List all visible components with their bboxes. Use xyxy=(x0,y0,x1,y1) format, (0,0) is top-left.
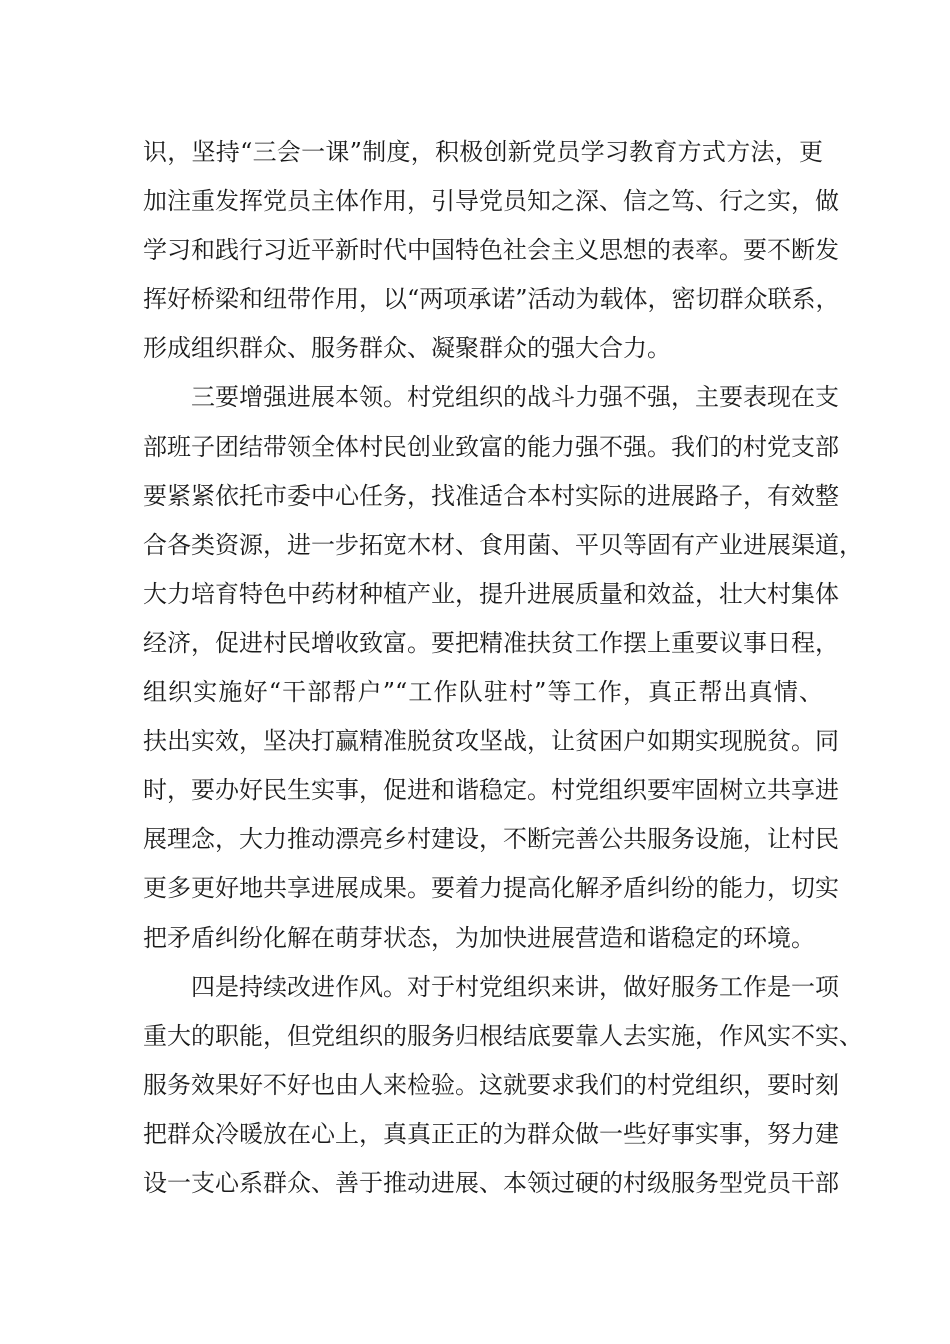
text-line: 大力培育特色中药材种植产业，提升进展质量和效益，壮大村集体 xyxy=(143,579,839,608)
text-line: 经济，促进村民增收致富。要把精准扶贫工作摆上重要议事日程， xyxy=(143,628,839,657)
text-line: 时，要办好民生实事，促进和谐稳定。村党组织要牢固树立共享进 xyxy=(143,776,839,805)
text-line: 合各类资源，进一步拓宽木材、食用菌、平贝等固有产业进展渠道， xyxy=(143,530,863,559)
text-line: 形成组织群众、服务群众、凝聚群众的强大合力。 xyxy=(143,334,671,363)
text-line: 识，坚持“三会一课”制度，积极创新党员学习教育方式方法，更 xyxy=(143,138,823,166)
text-line: 更多更好地共享进展成果。要着力提高化解矛盾纠纷的能力，切实 xyxy=(143,874,839,903)
text-line: 部班子团结带领全体村民创业致富的能力强不强。我们的村党支部 xyxy=(143,432,839,461)
text-line: 挥好桥梁和纽带作用，以“两项承诺”活动为载体，密切群众联系， xyxy=(143,285,840,314)
text-line: 重大的职能，但党组织的服务归根结底要靠人去实施，作风实不实、 xyxy=(143,1021,863,1050)
paragraph-3 xyxy=(143,963,863,1208)
text-line: 加注重发挥党员主体作用，引导党员知之深、信之笃、行之实，做 xyxy=(143,187,839,216)
paragraph-1 xyxy=(143,128,840,373)
text-line: 服务效果好不好也由人来检验。这就要求我们的村党组织，要时刻 xyxy=(143,1070,839,1099)
text-line: 把群众冷暖放在心上，真真正正的为群众做一些好事实事，努力建 xyxy=(143,1119,839,1148)
text-line: 要紧紧依托市委中心任务，找准适合本村实际的进展路子，有效整 xyxy=(143,481,839,510)
text-line: 组织实施好“干部帮户”“工作队驻村”等工作，真正帮出真情、 xyxy=(143,678,823,707)
document-body xyxy=(143,128,863,1208)
text-line: 学习和践行习近平新时代中国特色社会主义思想的表率。要不断发 xyxy=(143,236,839,265)
text-line: 展理念，大力推动漂亮乡村建设，不断完善公共服务设施，让村民 xyxy=(143,825,839,854)
text-line: 扶出实效，坚决打赢精准脱贫攻坚战，让贫困户如期实现脱贫。同 xyxy=(143,727,839,756)
text-line: 三要增强进展本领。村党组织的战斗力强不强，主要表现在支 xyxy=(191,383,839,412)
paragraph-2 xyxy=(143,373,863,962)
text-line: 把矛盾纠纷化解在萌芽状态，为加快进展营造和谐稳定的环境。 xyxy=(143,923,815,952)
text-line: 四是持续改进作风。对于村党组织来讲，做好服务工作是一项 xyxy=(191,972,839,1001)
text-line: 设一支心系群众、善于推动进展、本领过硬的村级服务型党员干部 xyxy=(143,1168,839,1197)
